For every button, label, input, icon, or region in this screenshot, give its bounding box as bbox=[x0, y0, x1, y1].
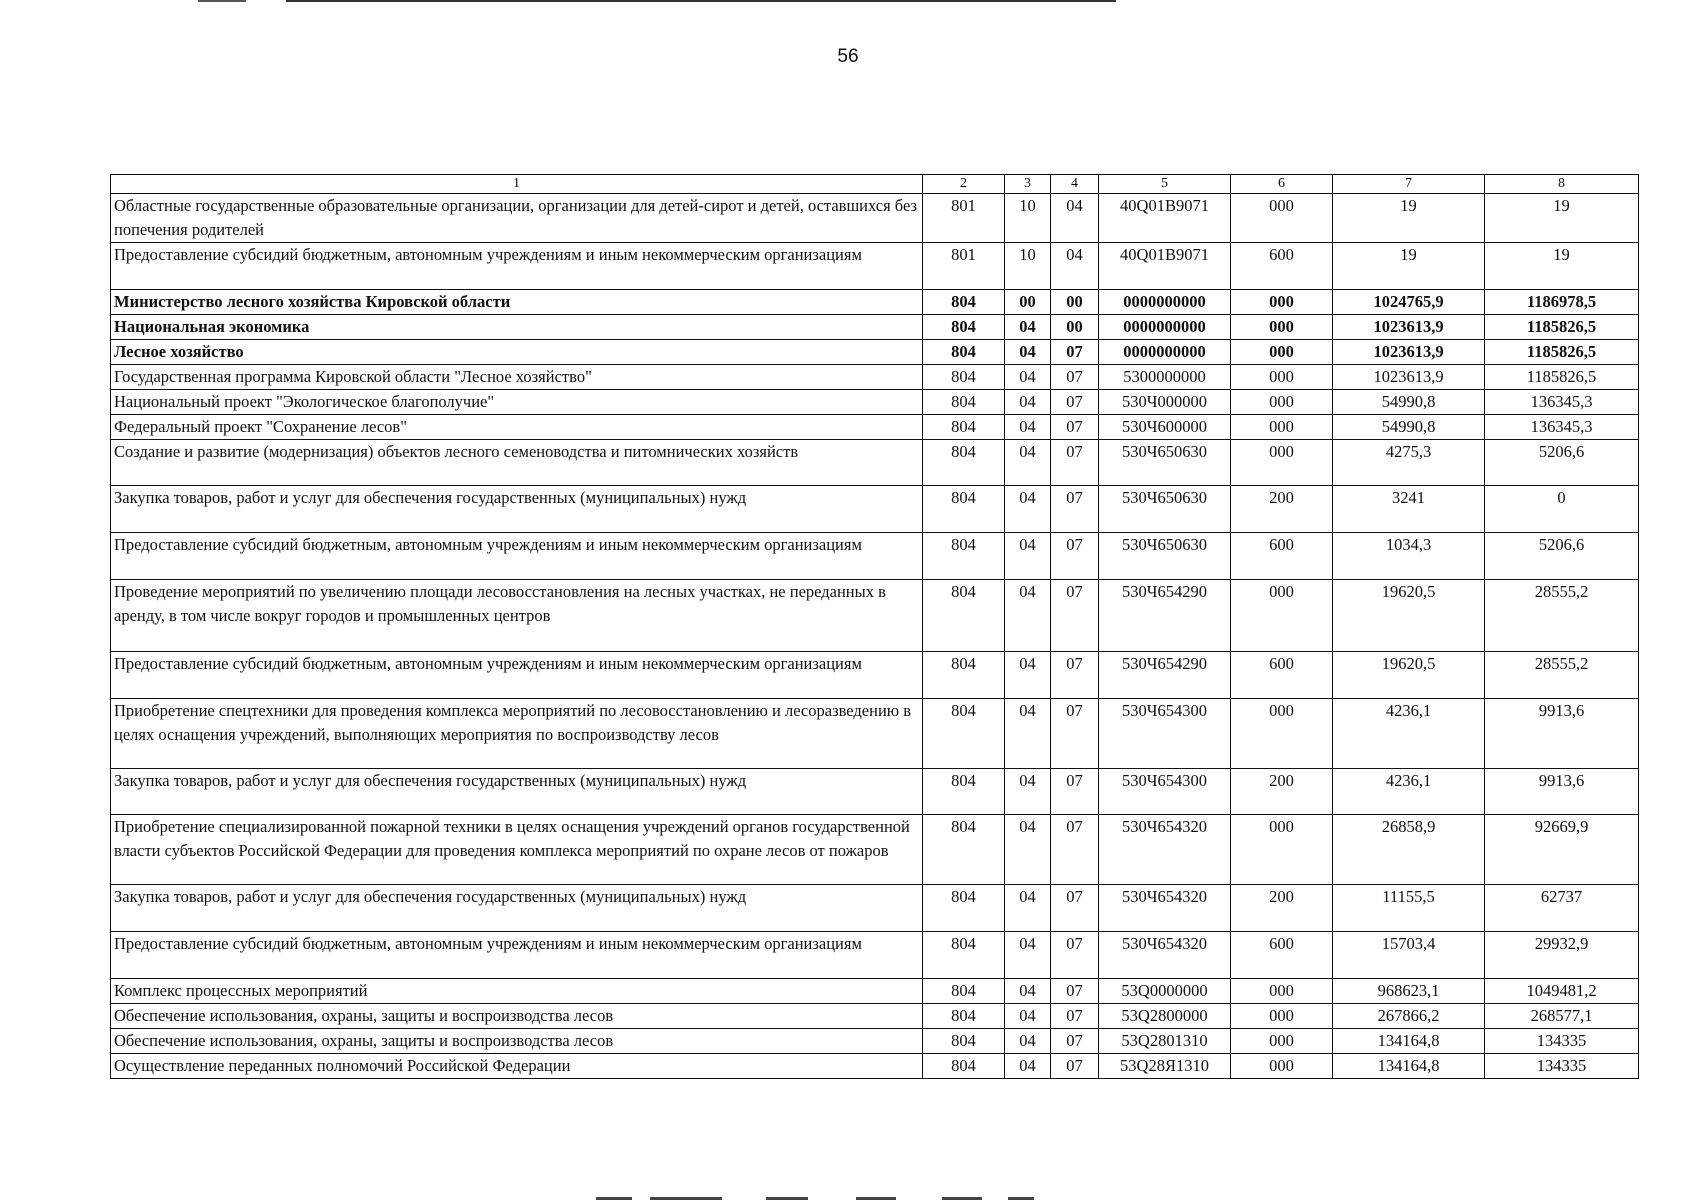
row-c6-cell: 200 bbox=[1231, 885, 1333, 932]
row-name-cell: Закупка товаров, работ и услуг для обеспечения государственных (муниципальных) нужд bbox=[111, 486, 923, 533]
row-name-cell: Комплекс процессных мероприятий bbox=[111, 979, 923, 1004]
row-c4-cell: 00 bbox=[1051, 290, 1099, 315]
row-c2-cell: 804 bbox=[923, 533, 1005, 580]
row-c8-cell: 1186978,5 bbox=[1485, 290, 1639, 315]
row-c3-cell: 04 bbox=[1005, 699, 1051, 769]
table-row bbox=[111, 932, 1639, 979]
row-c5-cell: 530Ч654290 bbox=[1099, 580, 1231, 652]
row-c6-cell: 600 bbox=[1231, 932, 1333, 979]
table-row bbox=[111, 885, 1639, 932]
row-c7-cell: 1023613,9 bbox=[1333, 365, 1485, 390]
row-c2-cell: 804 bbox=[923, 315, 1005, 340]
row-c7-cell: 3241 bbox=[1333, 486, 1485, 533]
row-c6-cell: 000 bbox=[1231, 340, 1333, 365]
table-body bbox=[111, 175, 1639, 1079]
row-c5-cell: 530Ч654320 bbox=[1099, 815, 1231, 885]
row-c6-cell: 000 bbox=[1231, 415, 1333, 440]
row-c3-cell: 04 bbox=[1005, 932, 1051, 979]
table-row bbox=[111, 415, 1639, 440]
row-c6-cell: 600 bbox=[1231, 243, 1333, 290]
row-c8-cell: 1185826,5 bbox=[1485, 315, 1639, 340]
row-c6-cell: 200 bbox=[1231, 769, 1333, 815]
row-c8-cell: 268577,1 bbox=[1485, 1004, 1639, 1029]
row-c7-cell: 4236,1 bbox=[1333, 769, 1485, 815]
row-name-cell: Предоставление субсидий бюджетным, автономным учреждениям и иным некоммерческим организациям bbox=[111, 533, 923, 580]
row-c2-cell: 804 bbox=[923, 415, 1005, 440]
row-c8-cell: 0 bbox=[1485, 486, 1639, 533]
row-c7-cell: 26858,9 bbox=[1333, 815, 1485, 885]
row-c3-cell: 04 bbox=[1005, 1054, 1051, 1079]
row-c2-cell: 804 bbox=[923, 1029, 1005, 1054]
row-c5-cell: 53Q2801310 bbox=[1099, 1029, 1231, 1054]
row-c5-cell: 530Ч654320 bbox=[1099, 932, 1231, 979]
row-name-cell: Лесное хозяйство bbox=[111, 340, 923, 365]
row-c6-cell: 000 bbox=[1231, 390, 1333, 415]
row-c6-cell: 000 bbox=[1231, 194, 1333, 243]
row-c5-cell: 5300000000 bbox=[1099, 365, 1231, 390]
row-c7-cell: 1034,3 bbox=[1333, 533, 1485, 580]
row-c4-cell: 07 bbox=[1051, 580, 1099, 652]
row-c3-cell: 04 bbox=[1005, 340, 1051, 365]
row-c5-cell: 0000000000 bbox=[1099, 290, 1231, 315]
row-c4-cell: 07 bbox=[1051, 533, 1099, 580]
page-number: 56 bbox=[837, 46, 859, 67]
table-row bbox=[111, 1004, 1639, 1029]
row-c3-cell: 04 bbox=[1005, 652, 1051, 699]
table-row bbox=[111, 580, 1639, 652]
row-c2-cell: 804 bbox=[923, 815, 1005, 885]
row-c7-cell: 134164,8 bbox=[1333, 1029, 1485, 1054]
row-name-cell: Приобретение специализированной пожарной техники в целях оснащения учреждений органов государственной власти субъектов Российской Федерации для проведения комплекса мероприятий по охране лесов от пожаров bbox=[111, 815, 923, 885]
row-name-cell: Обеспечение использования, охраны, защиты и воспроизводства лесов bbox=[111, 1004, 923, 1029]
row-c6-cell: 000 bbox=[1231, 315, 1333, 340]
table-row bbox=[111, 699, 1639, 769]
budget-table bbox=[110, 174, 1639, 1079]
row-c8-cell: 136345,3 bbox=[1485, 390, 1639, 415]
top-rule bbox=[286, 0, 1116, 2]
row-c3-cell: 00 bbox=[1005, 290, 1051, 315]
row-c8-cell: 1049481,2 bbox=[1485, 979, 1639, 1004]
row-c8-cell: 5206,6 bbox=[1485, 440, 1639, 486]
row-c6-cell: 000 bbox=[1231, 290, 1333, 315]
row-c7-cell: 19 bbox=[1333, 194, 1485, 243]
row-c8-cell: 9913,6 bbox=[1485, 769, 1639, 815]
row-c7-cell: 267866,2 bbox=[1333, 1004, 1485, 1029]
row-c4-cell: 07 bbox=[1051, 486, 1099, 533]
row-c4-cell: 07 bbox=[1051, 769, 1099, 815]
row-c5-cell: 530Ч654320 bbox=[1099, 885, 1231, 932]
row-c5-cell: 53Q28Я1310 bbox=[1099, 1054, 1231, 1079]
row-c6-cell: 000 bbox=[1231, 365, 1333, 390]
row-c4-cell: 07 bbox=[1051, 415, 1099, 440]
row-c3-cell: 04 bbox=[1005, 365, 1051, 390]
header-cell: 6 bbox=[1231, 175, 1333, 194]
row-c7-cell: 54990,8 bbox=[1333, 415, 1485, 440]
row-name-cell: Предоставление субсидий бюджетным, автономным учреждениям и иным некоммерческим организациям bbox=[111, 652, 923, 699]
row-c6-cell: 000 bbox=[1231, 979, 1333, 1004]
header-cell: 4 bbox=[1051, 175, 1099, 194]
header-cell: 1 bbox=[111, 175, 923, 194]
row-c3-cell: 04 bbox=[1005, 815, 1051, 885]
row-c8-cell: 134335 bbox=[1485, 1029, 1639, 1054]
row-c7-cell: 15703,4 bbox=[1333, 932, 1485, 979]
table-row bbox=[111, 194, 1639, 243]
row-c4-cell: 04 bbox=[1051, 243, 1099, 290]
table-row bbox=[111, 652, 1639, 699]
row-c8-cell: 62737 bbox=[1485, 885, 1639, 932]
row-c5-cell: 530Ч650630 bbox=[1099, 533, 1231, 580]
row-c8-cell: 1185826,5 bbox=[1485, 340, 1639, 365]
row-c7-cell: 54990,8 bbox=[1333, 390, 1485, 415]
row-c8-cell: 136345,3 bbox=[1485, 415, 1639, 440]
row-c8-cell: 19 bbox=[1485, 243, 1639, 290]
row-c8-cell: 5206,6 bbox=[1485, 533, 1639, 580]
row-c3-cell: 04 bbox=[1005, 533, 1051, 580]
row-c5-cell: 0000000000 bbox=[1099, 315, 1231, 340]
row-c4-cell: 04 bbox=[1051, 194, 1099, 243]
header-row bbox=[111, 175, 1639, 194]
row-c2-cell: 804 bbox=[923, 652, 1005, 699]
row-c4-cell: 07 bbox=[1051, 979, 1099, 1004]
row-c3-cell: 04 bbox=[1005, 440, 1051, 486]
row-name-cell: Предоставление субсидий бюджетным, автономным учреждениям и иным некоммерческим организациям bbox=[111, 243, 923, 290]
table-row bbox=[111, 1054, 1639, 1079]
row-c5-cell: 40Q01B9071 bbox=[1099, 243, 1231, 290]
table-row bbox=[111, 533, 1639, 580]
row-name-cell: Закупка товаров, работ и услуг для обеспечения государственных (муниципальных) нужд bbox=[111, 885, 923, 932]
row-name-cell: Государственная программа Кировской области "Лесное хозяйство" bbox=[111, 365, 923, 390]
row-c5-cell: 530Ч654300 bbox=[1099, 769, 1231, 815]
row-c2-cell: 804 bbox=[923, 699, 1005, 769]
row-c5-cell: 40Q01B9071 bbox=[1099, 194, 1231, 243]
scan-mark bbox=[198, 0, 246, 2]
row-c3-cell: 10 bbox=[1005, 243, 1051, 290]
row-c2-cell: 804 bbox=[923, 290, 1005, 315]
row-name-cell: Закупка товаров, работ и услуг для обеспечения государственных (муниципальных) нужд bbox=[111, 769, 923, 815]
row-c6-cell: 000 bbox=[1231, 699, 1333, 769]
row-c8-cell: 92669,9 bbox=[1485, 815, 1639, 885]
row-name-cell: Областные государственные образовательные организации, организации для детей-сирот и детей, оставшихся без попечения родителей bbox=[111, 194, 923, 243]
row-c3-cell: 10 bbox=[1005, 194, 1051, 243]
row-c2-cell: 801 bbox=[923, 194, 1005, 243]
row-c5-cell: 530Ч654300 bbox=[1099, 699, 1231, 769]
row-c6-cell: 000 bbox=[1231, 1029, 1333, 1054]
table-row bbox=[111, 390, 1639, 415]
table-row bbox=[111, 440, 1639, 486]
row-c6-cell: 000 bbox=[1231, 1054, 1333, 1079]
row-c6-cell: 000 bbox=[1231, 1004, 1333, 1029]
row-c8-cell: 28555,2 bbox=[1485, 652, 1639, 699]
row-c5-cell: 53Q2800000 bbox=[1099, 1004, 1231, 1029]
row-c3-cell: 04 bbox=[1005, 390, 1051, 415]
row-c2-cell: 804 bbox=[923, 580, 1005, 652]
row-c8-cell: 29932,9 bbox=[1485, 932, 1639, 979]
row-c2-cell: 804 bbox=[923, 440, 1005, 486]
row-c3-cell: 04 bbox=[1005, 769, 1051, 815]
row-c2-cell: 804 bbox=[923, 932, 1005, 979]
row-c4-cell: 07 bbox=[1051, 390, 1099, 415]
row-c2-cell: 804 bbox=[923, 486, 1005, 533]
row-c5-cell: 530Ч650630 bbox=[1099, 440, 1231, 486]
row-c8-cell: 28555,2 bbox=[1485, 580, 1639, 652]
row-c7-cell: 11155,5 bbox=[1333, 885, 1485, 932]
row-c2-cell: 804 bbox=[923, 340, 1005, 365]
header-cell: 2 bbox=[923, 175, 1005, 194]
row-c3-cell: 04 bbox=[1005, 885, 1051, 932]
row-name-cell: Осуществление переданных полномочий Российской Федерации bbox=[111, 1054, 923, 1079]
table-row bbox=[111, 315, 1639, 340]
row-c3-cell: 04 bbox=[1005, 580, 1051, 652]
row-c3-cell: 04 bbox=[1005, 1029, 1051, 1054]
row-name-cell: Обеспечение использования, охраны, защиты и воспроизводства лесов bbox=[111, 1029, 923, 1054]
row-name-cell: Проведение мероприятий по увеличению площади лесовосстановления на лесных участках, не переданных в аренду, в том числе вокруг городов и промышленных центров bbox=[111, 580, 923, 652]
row-c5-cell: 530Ч654290 bbox=[1099, 652, 1231, 699]
row-c5-cell: 530Ч600000 bbox=[1099, 415, 1231, 440]
row-name-cell: Создание и развитие (модернизация) объектов лесного семеноводства и питомнических хозяйств bbox=[111, 440, 923, 486]
row-c4-cell: 07 bbox=[1051, 932, 1099, 979]
table-row bbox=[111, 486, 1639, 533]
row-c8-cell: 9913,6 bbox=[1485, 699, 1639, 769]
row-c3-cell: 04 bbox=[1005, 979, 1051, 1004]
row-c7-cell: 19620,5 bbox=[1333, 580, 1485, 652]
row-c6-cell: 600 bbox=[1231, 533, 1333, 580]
row-c2-cell: 804 bbox=[923, 365, 1005, 390]
row-c8-cell: 19 bbox=[1485, 194, 1639, 243]
row-c3-cell: 04 bbox=[1005, 1004, 1051, 1029]
row-c6-cell: 000 bbox=[1231, 440, 1333, 486]
row-c4-cell: 00 bbox=[1051, 315, 1099, 340]
row-c5-cell: 530Ч650630 bbox=[1099, 486, 1231, 533]
row-c2-cell: 804 bbox=[923, 1054, 1005, 1079]
row-c5-cell: 53Q0000000 bbox=[1099, 979, 1231, 1004]
row-c2-cell: 801 bbox=[923, 243, 1005, 290]
row-c6-cell: 000 bbox=[1231, 815, 1333, 885]
row-c7-cell: 1023613,9 bbox=[1333, 340, 1485, 365]
row-c3-cell: 04 bbox=[1005, 486, 1051, 533]
row-c7-cell: 968623,1 bbox=[1333, 979, 1485, 1004]
row-c7-cell: 4275,3 bbox=[1333, 440, 1485, 486]
row-c7-cell: 19 bbox=[1333, 243, 1485, 290]
row-c4-cell: 07 bbox=[1051, 652, 1099, 699]
table-row bbox=[111, 1029, 1639, 1054]
header-cell: 7 bbox=[1333, 175, 1485, 194]
row-c2-cell: 804 bbox=[923, 1004, 1005, 1029]
row-c4-cell: 07 bbox=[1051, 1004, 1099, 1029]
row-c4-cell: 07 bbox=[1051, 815, 1099, 885]
row-c4-cell: 07 bbox=[1051, 885, 1099, 932]
row-name-cell: Предоставление субсидий бюджетным, автономным учреждениям и иным некоммерческим организациям bbox=[111, 932, 923, 979]
row-c6-cell: 200 bbox=[1231, 486, 1333, 533]
table-row bbox=[111, 340, 1639, 365]
row-c4-cell: 07 bbox=[1051, 1054, 1099, 1079]
row-c4-cell: 07 bbox=[1051, 699, 1099, 769]
table-row bbox=[111, 815, 1639, 885]
row-name-cell: Приобретение спецтехники для проведения комплекса мероприятий по лесовосстановлению и лесоразведению в целях оснащения учреждений, выполняющих мероприятия по воспроизводству лесов bbox=[111, 699, 923, 769]
header-cell: 8 bbox=[1485, 175, 1639, 194]
row-c7-cell: 134164,8 bbox=[1333, 1054, 1485, 1079]
table-row bbox=[111, 979, 1639, 1004]
row-c3-cell: 04 bbox=[1005, 415, 1051, 440]
row-c6-cell: 600 bbox=[1231, 652, 1333, 699]
header-cell: 3 bbox=[1005, 175, 1051, 194]
row-c3-cell: 04 bbox=[1005, 315, 1051, 340]
row-c4-cell: 07 bbox=[1051, 340, 1099, 365]
table-row bbox=[111, 290, 1639, 315]
row-c4-cell: 07 bbox=[1051, 440, 1099, 486]
table-row bbox=[111, 243, 1639, 290]
row-c2-cell: 804 bbox=[923, 390, 1005, 415]
row-c6-cell: 000 bbox=[1231, 580, 1333, 652]
row-c5-cell: 530Ч000000 bbox=[1099, 390, 1231, 415]
row-c2-cell: 804 bbox=[923, 885, 1005, 932]
row-c7-cell: 1023613,9 bbox=[1333, 315, 1485, 340]
header-cell: 5 bbox=[1099, 175, 1231, 194]
row-c8-cell: 1185826,5 bbox=[1485, 365, 1639, 390]
row-name-cell: Министерство лесного хозяйства Кировской области bbox=[111, 290, 923, 315]
table-row bbox=[111, 365, 1639, 390]
row-name-cell: Федеральный проект "Сохранение лесов" bbox=[111, 415, 923, 440]
row-c7-cell: 1024765,9 bbox=[1333, 290, 1485, 315]
row-c4-cell: 07 bbox=[1051, 1029, 1099, 1054]
row-c2-cell: 804 bbox=[923, 979, 1005, 1004]
row-c2-cell: 804 bbox=[923, 769, 1005, 815]
row-c7-cell: 19620,5 bbox=[1333, 652, 1485, 699]
row-name-cell: Национальный проект "Экологическое благополучие" bbox=[111, 390, 923, 415]
row-c5-cell: 0000000000 bbox=[1099, 340, 1231, 365]
row-c7-cell: 4236,1 bbox=[1333, 699, 1485, 769]
row-c8-cell: 134335 bbox=[1485, 1054, 1639, 1079]
table-row bbox=[111, 769, 1639, 815]
row-name-cell: Национальная экономика bbox=[111, 315, 923, 340]
row-c4-cell: 07 bbox=[1051, 365, 1099, 390]
budget-table-container bbox=[110, 174, 1638, 1079]
